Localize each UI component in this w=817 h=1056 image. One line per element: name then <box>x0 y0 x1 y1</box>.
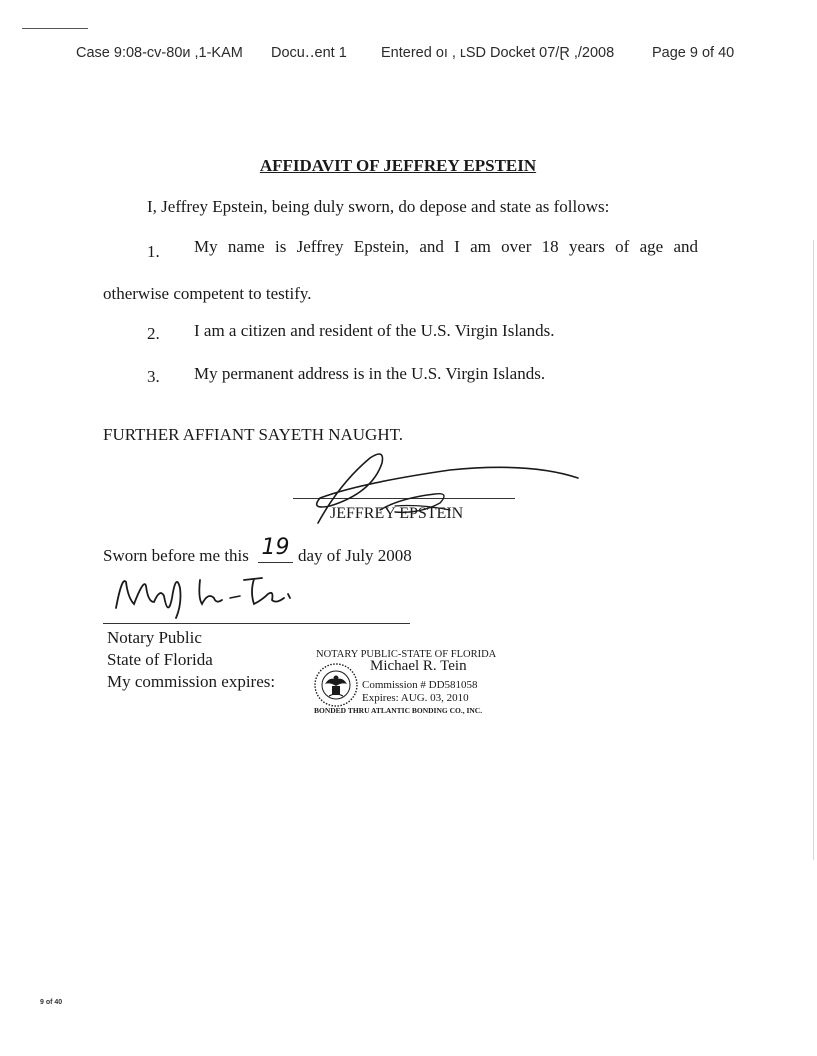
footer-page-marker: 9 of 40 <box>40 999 63 1006</box>
notary-label: Notary Public <box>107 628 202 647</box>
paragraph-2-number: 2. <box>147 324 160 343</box>
header-rule <box>22 28 88 29</box>
notary-commission-expires: My commission expires: <box>107 672 276 691</box>
bonding-company: BONDED THRU ATLANTIC BONDING CO., INC. <box>314 706 483 715</box>
commission-number: Commission # DD581058 <box>362 679 478 691</box>
stamp-header: NOTARY PUBLIC-STATE OF FLORIDA <box>316 649 497 660</box>
sworn-day-value: 19 <box>261 535 290 560</box>
paragraph-3-number: 3. <box>147 367 160 386</box>
sworn-day-field <box>258 536 293 563</box>
document-title: AFFIDAVIT OF JEFFREY EPSTEIN <box>259 156 537 175</box>
entered-on-docket: Entered oı , ʟSD Docket 07/Ɽ ,/2008 <box>381 45 615 61</box>
paragraph-1-number: 1. <box>147 242 160 261</box>
closing-statement: FURTHER AFFIANT SAYETH NAUGHT. <box>103 425 403 444</box>
document-number: Docu‥ent 1 <box>271 45 347 61</box>
sworn-prefix: Sworn before me this <box>103 546 249 565</box>
paragraph-1-text: My name is Jeffrey Epstein, and I am over 18 years of age and <box>194 237 698 256</box>
notary-name: Michael R. Tein <box>370 658 467 674</box>
scan-edge <box>813 240 814 860</box>
notary-seal-icon <box>313 662 359 708</box>
sworn-suffix: day of July 2008 <box>298 546 412 565</box>
intro-statement: I, Jeffrey Epstein, being duly sworn, do depose and state as follows: <box>147 197 610 216</box>
paragraph-1-continuation: otherwise competent to testify. <box>103 284 312 303</box>
notary-state: State of Florida <box>107 650 213 669</box>
notary-signature <box>104 568 304 624</box>
affiant-printed-name: JEFFREY EPSTEIN <box>330 505 464 522</box>
notary-signature-line <box>103 623 410 624</box>
paragraph-2-text: I am a citizen and resident of the U.S. Virgin Islands. <box>194 321 555 340</box>
paragraph-3-text: My permanent address is in the U.S. Virgin Islands. <box>194 364 546 383</box>
case-number: Case 9:08-cv-80и ,1-KAM <box>76 45 243 61</box>
page-indicator: Page 9 of 40 <box>652 45 735 61</box>
commission-expiry: Expires: AUG. 03, 2010 <box>362 692 469 704</box>
